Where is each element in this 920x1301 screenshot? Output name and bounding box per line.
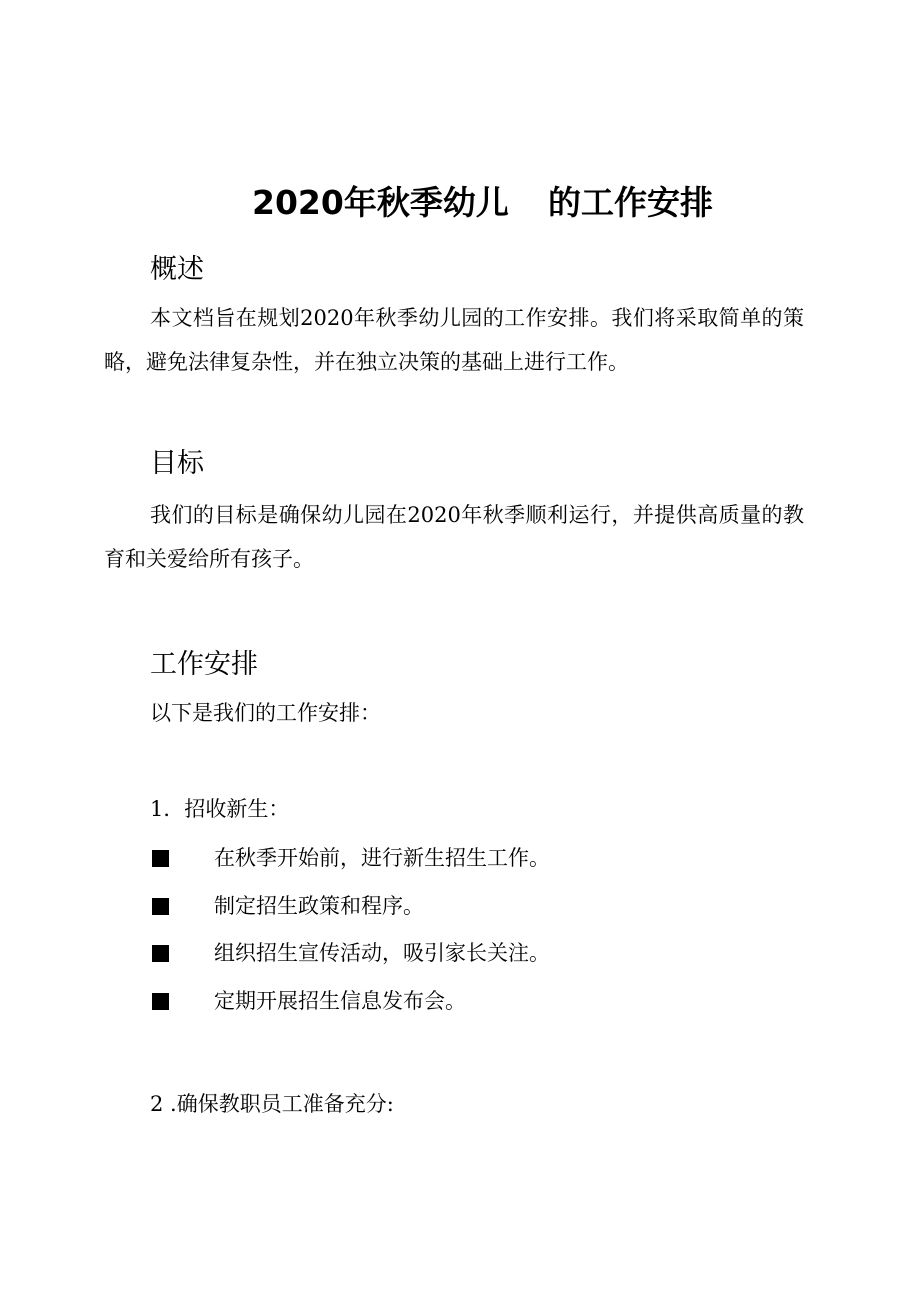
goal-heading: 目标 — [150, 448, 204, 479]
square-bullet-icon — [152, 898, 169, 915]
document-title — [0, 178, 920, 228]
overview-paragraph: 本文档旨在规划2020年秋季幼儿园的工作安排。我们将采取简单的策略，避免法律复杂性，并在独立决策的基础上进行工作。 — [104, 306, 804, 374]
bullet-text: 组织招生宣传活动，吸引家长关注。 — [214, 941, 550, 965]
list-item-label: 2 .确保教职员工准备充分: — [150, 1092, 394, 1116]
arrangement-heading: 工作安排 — [150, 649, 258, 680]
bullet-text: 在秋季开始前，进行新生招生工作。 — [214, 846, 550, 870]
goal-paragraph: 我们的目标是确保幼儿园在2020年秋季顺利运行，并提供高质量的教育和关爱给所有孩子。 — [104, 503, 804, 571]
bullet-text: 制定招生政策和程序。 — [214, 894, 424, 918]
square-bullet-icon — [152, 993, 169, 1010]
square-bullet-icon — [152, 850, 169, 867]
list-item-label: 1．招收新生： — [150, 797, 290, 821]
title-part-2: 的工作安排 — [548, 183, 713, 222]
bullet-text: 定期开展招生信息发布会。 — [214, 989, 466, 1013]
square-bullet-icon — [152, 945, 169, 962]
title-part-1: 2020年秋季幼儿 — [252, 183, 509, 222]
arrangement-intro: 以下是我们的工作安排： — [150, 701, 381, 725]
overview-heading: 概述 — [150, 254, 204, 285]
